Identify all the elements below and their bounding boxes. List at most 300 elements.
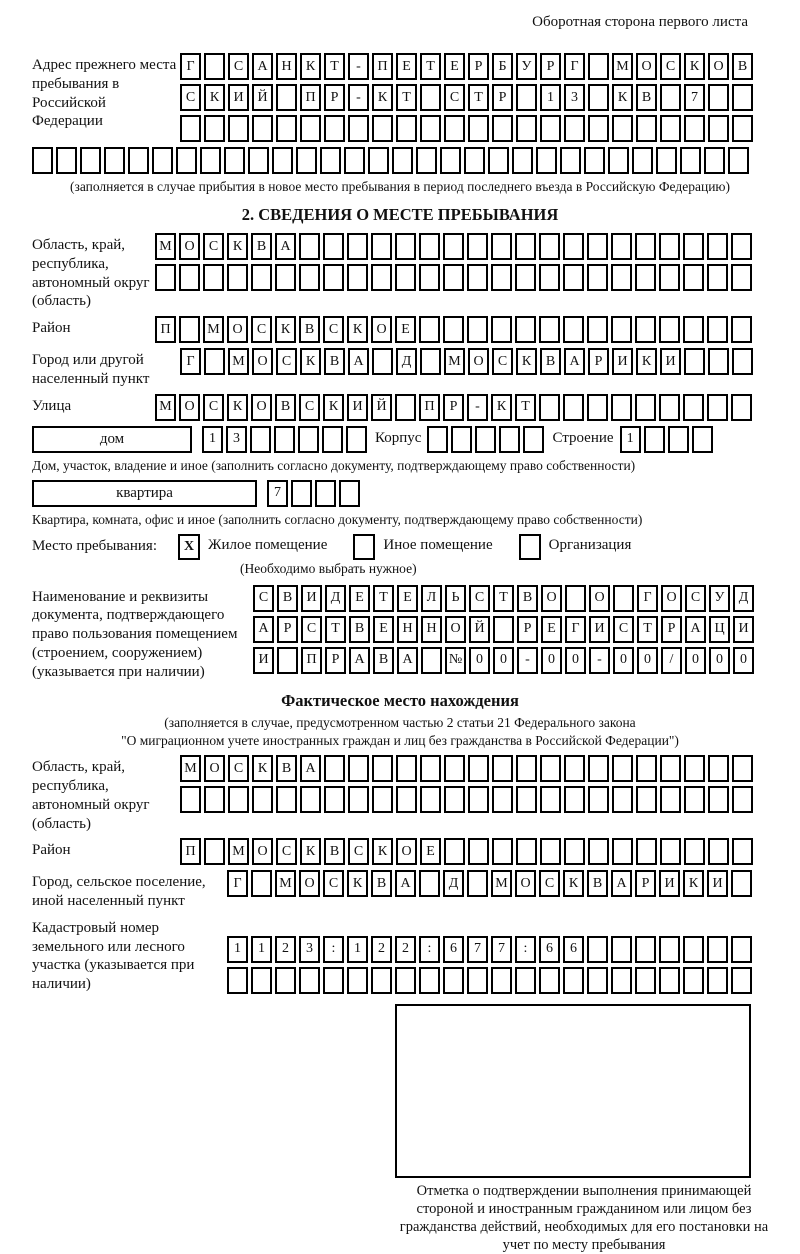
- char-cell[interactable]: [396, 755, 417, 782]
- char-cell[interactable]: [252, 115, 273, 142]
- char-cell[interactable]: С: [444, 84, 465, 111]
- char-cell[interactable]: П: [372, 53, 393, 80]
- char-cell[interactable]: [372, 755, 393, 782]
- char-cell[interactable]: [491, 264, 512, 291]
- char-cell[interactable]: [515, 316, 536, 343]
- char-cell[interactable]: К: [683, 870, 704, 897]
- char-cell[interactable]: С: [276, 348, 297, 375]
- char-cell[interactable]: :: [419, 936, 440, 963]
- char-cell[interactable]: [584, 147, 605, 174]
- char-cell[interactable]: 0: [685, 647, 706, 674]
- char-cell[interactable]: Е: [373, 616, 394, 643]
- char-cell[interactable]: О: [468, 348, 489, 375]
- char-cell[interactable]: С: [180, 84, 201, 111]
- char-cell[interactable]: 6: [443, 936, 464, 963]
- char-cell[interactable]: [323, 233, 344, 260]
- char-cell[interactable]: [684, 115, 705, 142]
- char-cell[interactable]: О: [251, 394, 272, 421]
- char-cell[interactable]: В: [275, 394, 296, 421]
- char-cell[interactable]: [248, 147, 269, 174]
- char-cell[interactable]: [464, 147, 485, 174]
- char-cell[interactable]: А: [252, 53, 273, 80]
- char-cell[interactable]: В: [324, 838, 345, 865]
- char-cell[interactable]: И: [733, 616, 754, 643]
- char-cell[interactable]: Р: [517, 616, 538, 643]
- char-cell[interactable]: [683, 936, 704, 963]
- char-cell[interactable]: [322, 426, 343, 453]
- char-cell[interactable]: [635, 264, 656, 291]
- char-cell[interactable]: [587, 264, 608, 291]
- char-cell[interactable]: [613, 585, 634, 612]
- char-cell[interactable]: [299, 264, 320, 291]
- char-cell[interactable]: [515, 967, 536, 994]
- char-cell[interactable]: [492, 838, 513, 865]
- char-cell[interactable]: 1: [620, 426, 641, 453]
- char-cell[interactable]: [611, 936, 632, 963]
- char-cell[interactable]: [344, 147, 365, 174]
- char-cell[interactable]: [324, 115, 345, 142]
- char-cell[interactable]: А: [349, 647, 370, 674]
- char-cell[interactable]: И: [228, 84, 249, 111]
- char-cell[interactable]: К: [563, 870, 584, 897]
- char-cell[interactable]: А: [611, 870, 632, 897]
- char-cell[interactable]: 3: [226, 426, 247, 453]
- char-cell[interactable]: С: [685, 585, 706, 612]
- char-cell[interactable]: 2: [371, 936, 392, 963]
- char-cell[interactable]: М: [228, 348, 249, 375]
- char-cell[interactable]: [347, 967, 368, 994]
- char-cell[interactable]: 0: [709, 647, 730, 674]
- char-cell[interactable]: 2: [395, 936, 416, 963]
- char-cell[interactable]: С: [323, 870, 344, 897]
- char-cell[interactable]: О: [252, 348, 273, 375]
- char-cell[interactable]: [708, 838, 729, 865]
- char-cell[interactable]: [608, 147, 629, 174]
- char-cell[interactable]: [612, 115, 633, 142]
- char-cell[interactable]: [421, 647, 442, 674]
- char-cell[interactable]: [416, 147, 437, 174]
- char-cell[interactable]: А: [685, 616, 706, 643]
- char-cell[interactable]: Д: [396, 348, 417, 375]
- char-cell[interactable]: [204, 115, 225, 142]
- char-cell[interactable]: А: [253, 616, 274, 643]
- char-cell[interactable]: [443, 316, 464, 343]
- char-cell[interactable]: П: [155, 316, 176, 343]
- char-cell[interactable]: В: [540, 348, 561, 375]
- char-cell[interactable]: [180, 786, 201, 813]
- char-cell[interactable]: [659, 316, 680, 343]
- char-cell[interactable]: [155, 264, 176, 291]
- char-cell[interactable]: Р: [588, 348, 609, 375]
- char-cell[interactable]: Т: [420, 53, 441, 80]
- char-cell[interactable]: К: [612, 84, 633, 111]
- char-cell[interactable]: О: [396, 838, 417, 865]
- char-cell[interactable]: 1: [227, 936, 248, 963]
- char-cell[interactable]: П: [300, 84, 321, 111]
- char-cell[interactable]: Т: [493, 585, 514, 612]
- char-cell[interactable]: [420, 755, 441, 782]
- char-cell[interactable]: [396, 786, 417, 813]
- char-cell[interactable]: А: [397, 647, 418, 674]
- char-cell[interactable]: К: [516, 348, 537, 375]
- char-cell[interactable]: [443, 264, 464, 291]
- residential-checkbox[interactable]: X: [178, 534, 200, 560]
- char-cell[interactable]: Ц: [709, 616, 730, 643]
- char-cell[interactable]: [346, 426, 367, 453]
- char-cell[interactable]: 7: [467, 936, 488, 963]
- char-cell[interactable]: [539, 233, 560, 260]
- char-cell[interactable]: О: [708, 53, 729, 80]
- char-cell[interactable]: [468, 786, 489, 813]
- char-cell[interactable]: [420, 115, 441, 142]
- char-cell[interactable]: [204, 838, 225, 865]
- char-cell[interactable]: Е: [541, 616, 562, 643]
- char-cell[interactable]: [32, 147, 53, 174]
- char-cell[interactable]: [683, 316, 704, 343]
- char-cell[interactable]: :: [323, 936, 344, 963]
- char-cell[interactable]: [611, 967, 632, 994]
- char-cell[interactable]: [731, 967, 752, 994]
- char-cell[interactable]: К: [300, 838, 321, 865]
- char-cell[interactable]: Р: [661, 616, 682, 643]
- char-cell[interactable]: [708, 115, 729, 142]
- char-cell[interactable]: О: [541, 585, 562, 612]
- char-cell[interactable]: [660, 115, 681, 142]
- char-cell[interactable]: В: [251, 233, 272, 260]
- char-cell[interactable]: [296, 147, 317, 174]
- char-cell[interactable]: В: [277, 585, 298, 612]
- char-cell[interactable]: П: [301, 647, 322, 674]
- char-cell[interactable]: Г: [564, 53, 585, 80]
- char-cell[interactable]: [204, 786, 225, 813]
- char-cell[interactable]: [587, 394, 608, 421]
- char-cell[interactable]: [492, 786, 513, 813]
- char-cell[interactable]: С: [539, 870, 560, 897]
- char-cell[interactable]: К: [684, 53, 705, 80]
- char-cell[interactable]: [396, 115, 417, 142]
- char-cell[interactable]: [275, 967, 296, 994]
- char-cell[interactable]: Р: [492, 84, 513, 111]
- char-cell[interactable]: Т: [515, 394, 536, 421]
- char-cell[interactable]: [395, 264, 416, 291]
- char-cell[interactable]: В: [587, 870, 608, 897]
- char-cell[interactable]: [468, 755, 489, 782]
- char-cell[interactable]: [420, 84, 441, 111]
- char-cell[interactable]: С: [203, 233, 224, 260]
- char-cell[interactable]: [636, 115, 657, 142]
- char-cell[interactable]: [368, 147, 389, 174]
- char-cell[interactable]: [420, 786, 441, 813]
- char-cell[interactable]: [491, 967, 512, 994]
- char-cell[interactable]: И: [659, 870, 680, 897]
- char-cell[interactable]: Р: [325, 647, 346, 674]
- char-cell[interactable]: [659, 233, 680, 260]
- char-cell[interactable]: [707, 316, 728, 343]
- char-cell[interactable]: [224, 147, 245, 174]
- char-cell[interactable]: [443, 233, 464, 260]
- char-cell[interactable]: Р: [443, 394, 464, 421]
- char-cell[interactable]: [371, 264, 392, 291]
- char-cell[interactable]: [274, 426, 295, 453]
- char-cell[interactable]: К: [300, 348, 321, 375]
- char-cell[interactable]: Ь: [445, 585, 466, 612]
- char-cell[interactable]: [564, 838, 585, 865]
- char-cell[interactable]: [371, 967, 392, 994]
- char-cell[interactable]: 1: [347, 936, 368, 963]
- char-cell[interactable]: [635, 394, 656, 421]
- char-cell[interactable]: [660, 84, 681, 111]
- char-cell[interactable]: [395, 967, 416, 994]
- char-cell[interactable]: [683, 967, 704, 994]
- char-cell[interactable]: [152, 147, 173, 174]
- char-cell[interactable]: К: [636, 348, 657, 375]
- char-cell[interactable]: М: [155, 233, 176, 260]
- char-cell[interactable]: К: [300, 53, 321, 80]
- char-cell[interactable]: И: [589, 616, 610, 643]
- char-cell[interactable]: [540, 786, 561, 813]
- char-cell[interactable]: [684, 755, 705, 782]
- char-cell[interactable]: [563, 394, 584, 421]
- char-cell[interactable]: [348, 786, 369, 813]
- char-cell[interactable]: [728, 147, 749, 174]
- char-cell[interactable]: [339, 480, 360, 507]
- char-cell[interactable]: [348, 755, 369, 782]
- char-cell[interactable]: Т: [373, 585, 394, 612]
- char-cell[interactable]: Г: [637, 585, 658, 612]
- char-cell[interactable]: [708, 786, 729, 813]
- char-cell[interactable]: В: [299, 316, 320, 343]
- char-cell[interactable]: [708, 755, 729, 782]
- char-cell[interactable]: С: [251, 316, 272, 343]
- char-cell[interactable]: М: [203, 316, 224, 343]
- char-cell[interactable]: [611, 233, 632, 260]
- char-cell[interactable]: [499, 426, 520, 453]
- char-cell[interactable]: 0: [541, 647, 562, 674]
- char-cell[interactable]: [440, 147, 461, 174]
- char-cell[interactable]: [680, 147, 701, 174]
- char-cell[interactable]: [644, 426, 665, 453]
- char-cell[interactable]: А: [395, 870, 416, 897]
- char-cell[interactable]: [731, 233, 752, 260]
- char-cell[interactable]: [587, 936, 608, 963]
- char-cell[interactable]: К: [252, 755, 273, 782]
- char-cell[interactable]: Д: [443, 870, 464, 897]
- char-cell[interactable]: [659, 264, 680, 291]
- char-cell[interactable]: [324, 786, 345, 813]
- char-cell[interactable]: [516, 838, 537, 865]
- char-cell[interactable]: [372, 348, 393, 375]
- char-cell[interactable]: [467, 316, 488, 343]
- char-cell[interactable]: [611, 394, 632, 421]
- char-cell[interactable]: Т: [637, 616, 658, 643]
- char-cell[interactable]: [732, 838, 753, 865]
- char-cell[interactable]: [324, 755, 345, 782]
- char-cell[interactable]: Г: [180, 348, 201, 375]
- char-cell[interactable]: Г: [565, 616, 586, 643]
- char-cell[interactable]: [704, 147, 725, 174]
- char-cell[interactable]: [298, 426, 319, 453]
- char-cell[interactable]: [467, 233, 488, 260]
- char-cell[interactable]: М: [155, 394, 176, 421]
- char-cell[interactable]: [291, 480, 312, 507]
- char-cell[interactable]: [731, 394, 752, 421]
- char-cell[interactable]: [80, 147, 101, 174]
- char-cell[interactable]: О: [227, 316, 248, 343]
- char-cell[interactable]: /: [661, 647, 682, 674]
- char-cell[interactable]: [203, 264, 224, 291]
- char-cell[interactable]: [611, 264, 632, 291]
- char-cell[interactable]: В: [517, 585, 538, 612]
- char-cell[interactable]: [372, 786, 393, 813]
- char-cell[interactable]: С: [253, 585, 274, 612]
- char-cell[interactable]: -: [348, 84, 369, 111]
- char-cell[interactable]: В: [373, 647, 394, 674]
- char-cell[interactable]: О: [636, 53, 657, 80]
- char-cell[interactable]: [732, 115, 753, 142]
- char-cell[interactable]: [659, 936, 680, 963]
- other-premises-checkbox[interactable]: [353, 534, 375, 560]
- char-cell[interactable]: К: [227, 233, 248, 260]
- char-cell[interactable]: [683, 264, 704, 291]
- char-cell[interactable]: [588, 755, 609, 782]
- char-cell[interactable]: [419, 870, 440, 897]
- char-cell[interactable]: [515, 264, 536, 291]
- char-cell[interactable]: 0: [613, 647, 634, 674]
- char-cell[interactable]: [611, 316, 632, 343]
- char-cell[interactable]: М: [180, 755, 201, 782]
- char-cell[interactable]: [392, 147, 413, 174]
- char-cell[interactable]: 1: [540, 84, 561, 111]
- char-cell[interactable]: [467, 264, 488, 291]
- char-cell[interactable]: [516, 115, 537, 142]
- char-cell[interactable]: [660, 755, 681, 782]
- char-cell[interactable]: О: [445, 616, 466, 643]
- char-cell[interactable]: Й: [371, 394, 392, 421]
- char-cell[interactable]: 1: [251, 936, 272, 963]
- char-cell[interactable]: П: [180, 838, 201, 865]
- char-cell[interactable]: [563, 316, 584, 343]
- char-cell[interactable]: [636, 838, 657, 865]
- char-cell[interactable]: К: [227, 394, 248, 421]
- char-cell[interactable]: [176, 147, 197, 174]
- char-cell[interactable]: [323, 967, 344, 994]
- char-cell[interactable]: [668, 426, 689, 453]
- char-cell[interactable]: О: [589, 585, 610, 612]
- char-cell[interactable]: [468, 115, 489, 142]
- char-cell[interactable]: И: [612, 348, 633, 375]
- char-cell[interactable]: [299, 967, 320, 994]
- char-cell[interactable]: [588, 786, 609, 813]
- char-cell[interactable]: Г: [227, 870, 248, 897]
- char-cell[interactable]: [587, 967, 608, 994]
- char-cell[interactable]: [347, 233, 368, 260]
- char-cell[interactable]: Р: [540, 53, 561, 80]
- char-cell[interactable]: 3: [299, 936, 320, 963]
- char-cell[interactable]: [536, 147, 557, 174]
- char-cell[interactable]: С: [228, 53, 249, 80]
- char-cell[interactable]: Р: [635, 870, 656, 897]
- char-cell[interactable]: [708, 348, 729, 375]
- char-cell[interactable]: И: [660, 348, 681, 375]
- char-cell[interactable]: П: [419, 394, 440, 421]
- char-cell[interactable]: [516, 84, 537, 111]
- char-cell[interactable]: [300, 115, 321, 142]
- char-cell[interactable]: [128, 147, 149, 174]
- char-cell[interactable]: С: [323, 316, 344, 343]
- char-cell[interactable]: Т: [325, 616, 346, 643]
- char-cell[interactable]: [635, 316, 656, 343]
- char-cell[interactable]: Й: [252, 84, 273, 111]
- char-cell[interactable]: [179, 316, 200, 343]
- char-cell[interactable]: [684, 348, 705, 375]
- char-cell[interactable]: [564, 115, 585, 142]
- char-cell[interactable]: [515, 233, 536, 260]
- char-cell[interactable]: С: [228, 755, 249, 782]
- char-cell[interactable]: [732, 786, 753, 813]
- char-cell[interactable]: С: [469, 585, 490, 612]
- char-cell[interactable]: [419, 967, 440, 994]
- char-cell[interactable]: [539, 264, 560, 291]
- char-cell[interactable]: [539, 967, 560, 994]
- char-cell[interactable]: Е: [444, 53, 465, 80]
- char-cell[interactable]: Л: [421, 585, 442, 612]
- char-cell[interactable]: 7: [267, 480, 288, 507]
- char-cell[interactable]: У: [709, 585, 730, 612]
- char-cell[interactable]: В: [732, 53, 753, 80]
- char-cell[interactable]: С: [613, 616, 634, 643]
- char-cell[interactable]: [372, 115, 393, 142]
- char-cell[interactable]: [395, 233, 416, 260]
- char-cell[interactable]: [660, 838, 681, 865]
- char-cell[interactable]: Д: [325, 585, 346, 612]
- char-cell[interactable]: -: [348, 53, 369, 80]
- char-cell[interactable]: У: [516, 53, 537, 80]
- char-cell[interactable]: М: [491, 870, 512, 897]
- char-cell[interactable]: С: [276, 838, 297, 865]
- char-cell[interactable]: О: [299, 870, 320, 897]
- char-cell[interactable]: [492, 115, 513, 142]
- char-cell[interactable]: [731, 264, 752, 291]
- char-cell[interactable]: [635, 233, 656, 260]
- char-cell[interactable]: Е: [396, 53, 417, 80]
- char-cell[interactable]: К: [347, 316, 368, 343]
- char-cell[interactable]: [636, 755, 657, 782]
- char-cell[interactable]: [564, 786, 585, 813]
- char-cell[interactable]: [276, 115, 297, 142]
- char-cell[interactable]: [395, 394, 416, 421]
- char-cell[interactable]: О: [661, 585, 682, 612]
- char-cell[interactable]: 0: [469, 647, 490, 674]
- char-cell[interactable]: [731, 316, 752, 343]
- char-cell[interactable]: [300, 786, 321, 813]
- char-cell[interactable]: Р: [468, 53, 489, 80]
- char-cell[interactable]: [488, 147, 509, 174]
- char-cell[interactable]: Р: [324, 84, 345, 111]
- char-cell[interactable]: [564, 755, 585, 782]
- char-cell[interactable]: О: [179, 394, 200, 421]
- char-cell[interactable]: 6: [563, 936, 584, 963]
- char-cell[interactable]: [180, 115, 201, 142]
- char-cell[interactable]: М: [275, 870, 296, 897]
- char-cell[interactable]: -: [467, 394, 488, 421]
- char-cell[interactable]: [493, 616, 514, 643]
- char-cell[interactable]: [252, 786, 273, 813]
- char-cell[interactable]: А: [275, 233, 296, 260]
- char-cell[interactable]: [732, 755, 753, 782]
- char-cell[interactable]: 3: [564, 84, 585, 111]
- char-cell[interactable]: 0: [637, 647, 658, 674]
- char-cell[interactable]: [179, 264, 200, 291]
